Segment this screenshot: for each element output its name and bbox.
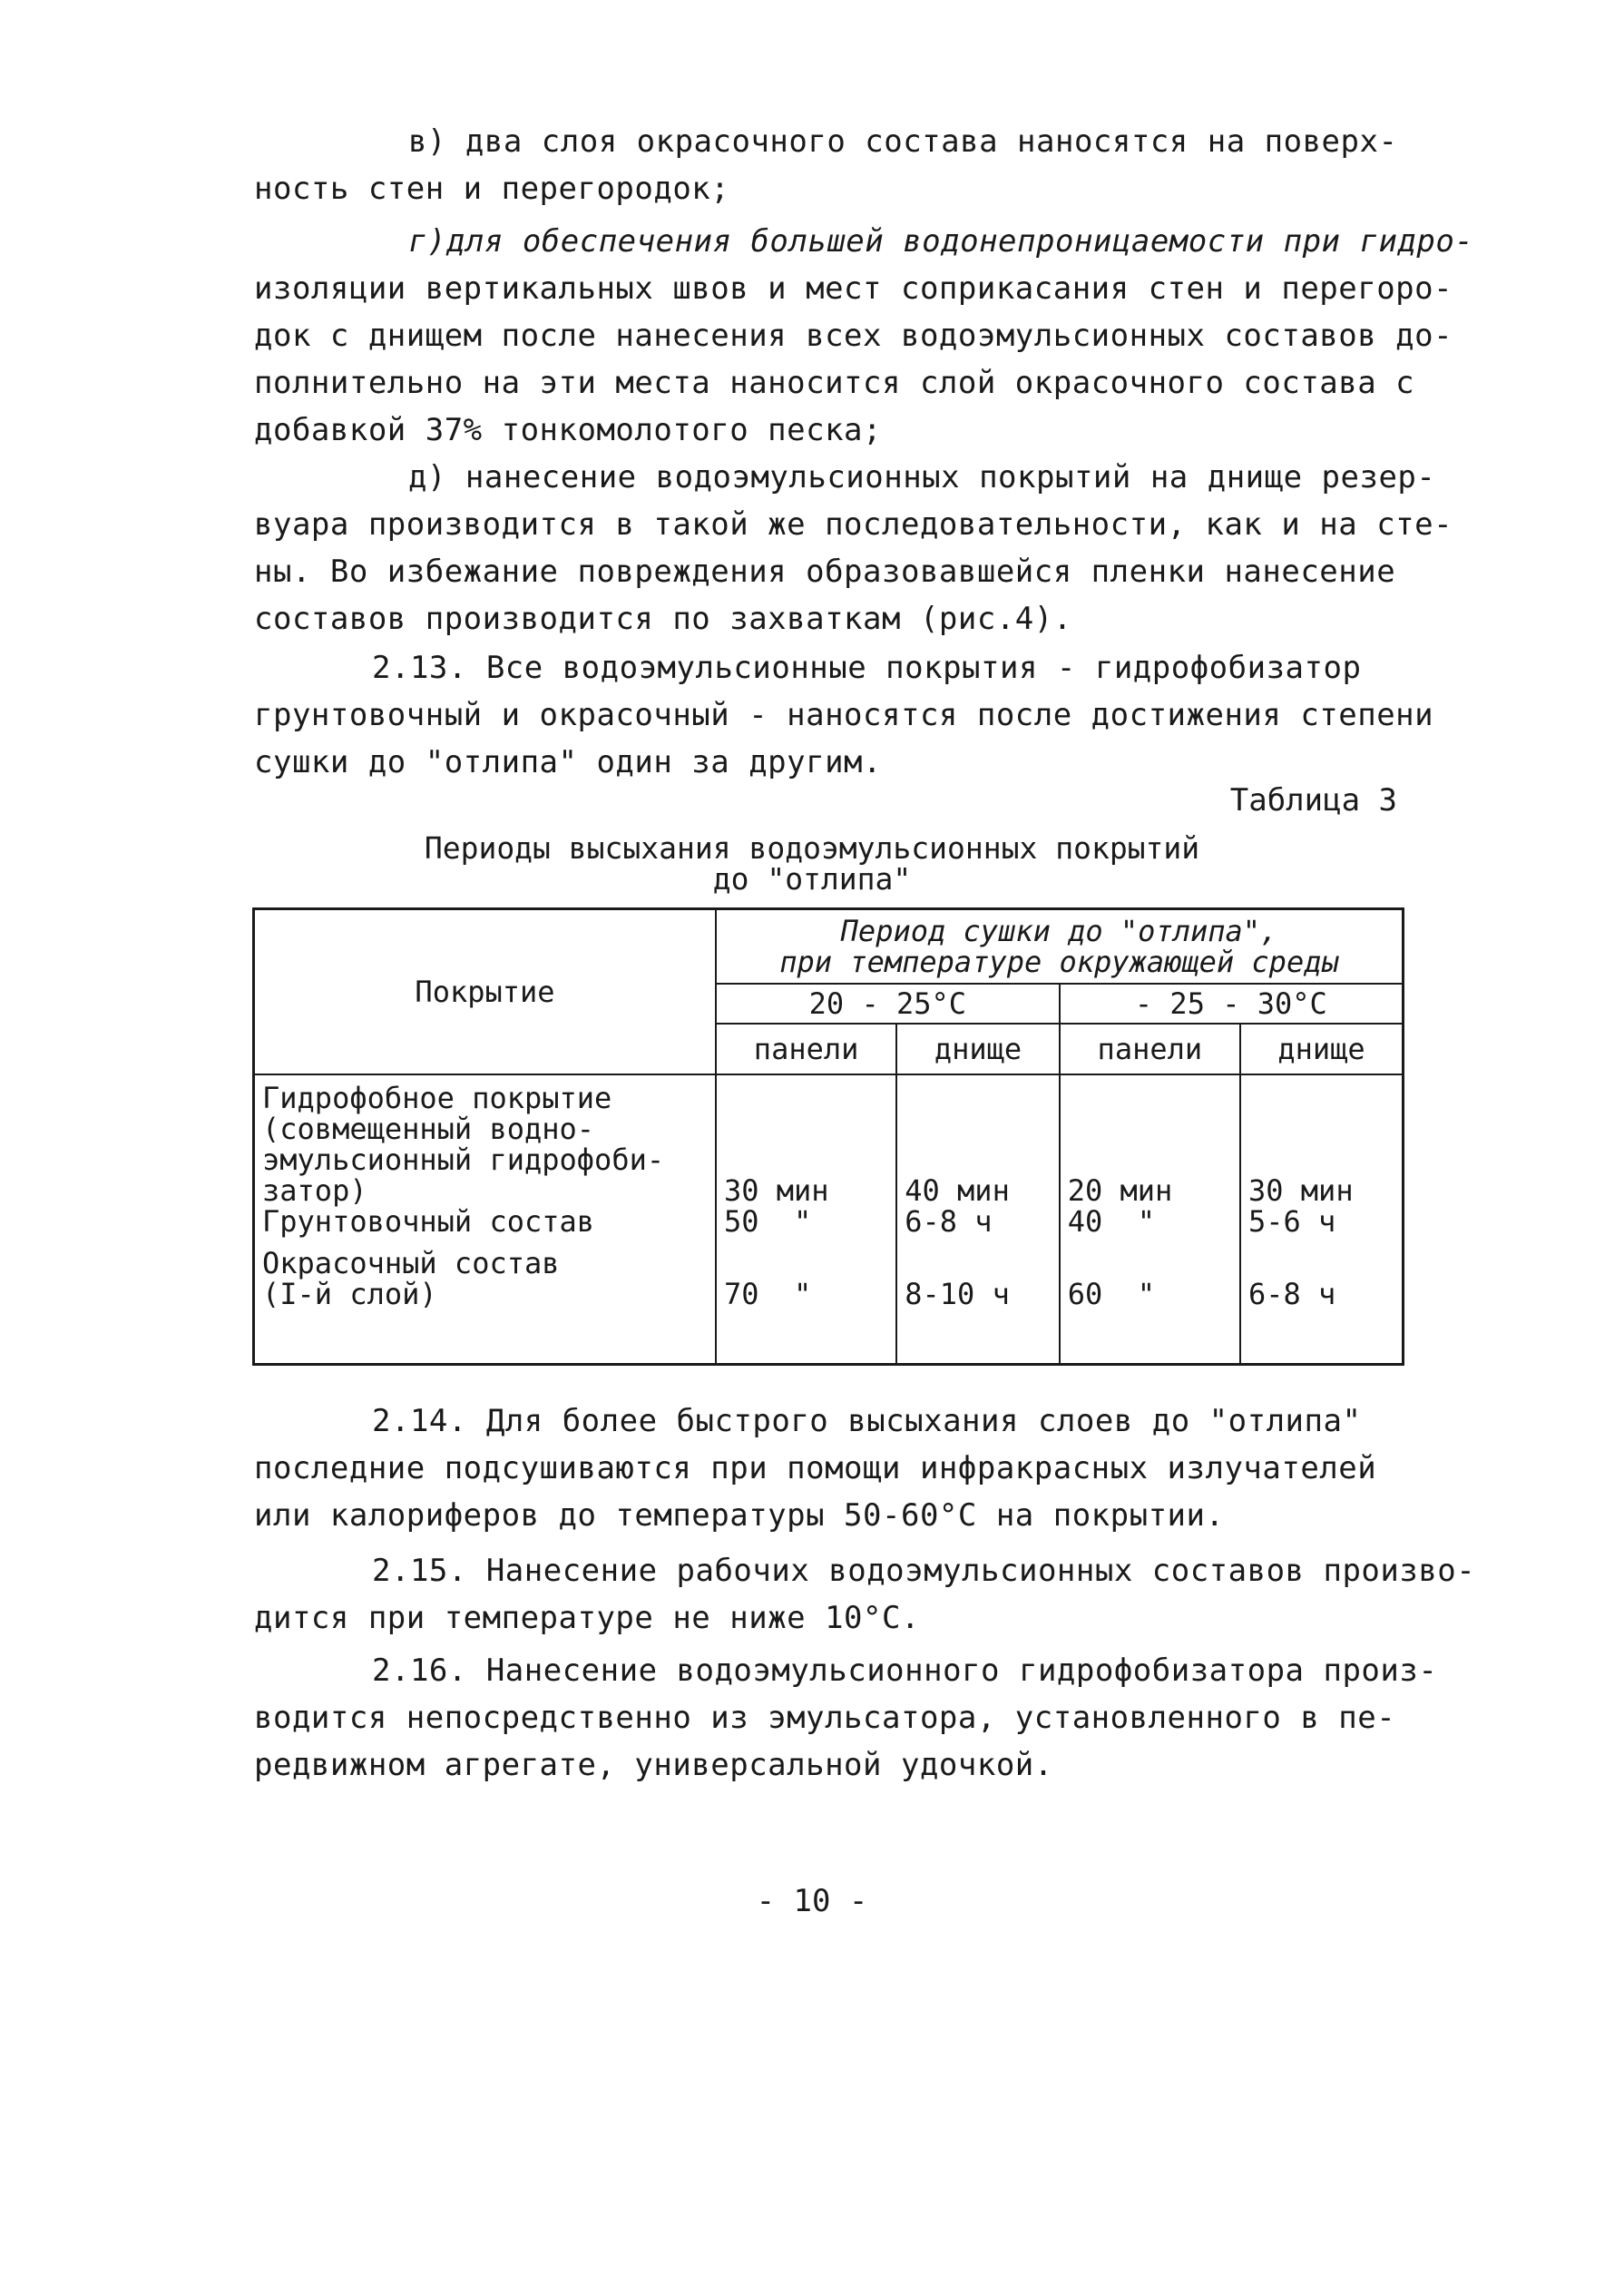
text-line: в) два слоя окрасочного состава наносятся на поверх- <box>408 123 1398 160</box>
table-row <box>254 1074 1404 1365</box>
header-bottom-1: днище <box>896 1024 1059 1074</box>
value-cell <box>716 1074 896 1365</box>
text-line: д) нанесение водоэмульсионных покрытий на днище резер- <box>408 459 1436 495</box>
paragraph-2-15 <box>254 1547 1476 1642</box>
header-cover: Покрытие <box>254 909 716 1074</box>
table-title <box>0 830 1624 897</box>
text-line: изоляции вертикальных швов и мест соприкасания стен и перегоро- <box>254 270 1453 307</box>
value-cell <box>1240 1074 1404 1365</box>
text-line: дится при температуре не ниже 10°С. <box>254 1600 920 1636</box>
value-line: 5-6 ч <box>1247 1203 1336 1239</box>
value-line: 30 мин <box>723 1172 829 1208</box>
table-label: Таблица 3 <box>1229 782 1397 819</box>
cover-name-line: (I-й слой) <box>262 1276 437 1311</box>
header-temp-2: - 25 - 30°С <box>1060 984 1404 1024</box>
value-line: 50 " <box>723 1203 812 1239</box>
text-line: сушки до "отлипа" один за другим. <box>254 744 883 780</box>
value-line: 20 мин <box>1067 1172 1173 1208</box>
paragraph-2-13 <box>254 644 1434 786</box>
text-line: вуара производится в такой же последовательности, как и на сте- <box>254 506 1453 543</box>
value-line: 6-8 ч <box>905 1203 993 1239</box>
value-line: 40 " <box>1067 1203 1156 1239</box>
paragraph-2-16 <box>254 1647 1438 1789</box>
value-line: 6-8 ч <box>1247 1276 1336 1311</box>
text-line: 2.16. Нанесение водоэмульсионного гидрофобизатора произ- <box>372 1652 1438 1689</box>
header-temp-1: 20 - 25°С <box>716 984 1060 1024</box>
value-line: 40 мин <box>905 1172 1010 1208</box>
header-period <box>716 909 1404 984</box>
text-line: г)для обеспечения большей водонепроницаемости при гидро- <box>408 223 1474 260</box>
value-line: 30 мин <box>1247 1172 1354 1208</box>
table-title-line: Периоды высыхания водоэмульсионных покрытий <box>424 830 1200 866</box>
table-title-line: до "отлипа" <box>712 861 912 897</box>
value-line: 60 " <box>1067 1276 1156 1311</box>
text-line: добавкой 37% тонкомолотого песка; <box>254 412 883 448</box>
text-line: полнительно на эти места наносится слой окрасочного состава с <box>254 365 1415 401</box>
header-period-line: Период сушки до "отлипа", <box>840 913 1278 948</box>
paragraph-v <box>254 118 1424 212</box>
value-line: 8-10 ч <box>905 1276 1010 1311</box>
drying-periods-table <box>252 907 1404 1366</box>
text-line: или калориферов до температуры 50-60°С на покрытии. <box>254 1497 1225 1534</box>
text-line: грунтовочный и окрасочный - наносятся после достижения степени <box>254 697 1434 733</box>
cover-name-line: (совмещенный водно- <box>262 1111 595 1146</box>
value-cell <box>896 1074 1059 1365</box>
text-line: 2.14. Для более быстрого высыхания слоев до "отлипа" <box>372 1403 1362 1439</box>
paragraph-2-14 <box>254 1397 1424 1539</box>
cover-name-line: эмульсионный гидрофоби- <box>262 1142 665 1177</box>
cover-name-line: Окрасочный состав <box>262 1245 560 1280</box>
text-line: водится непосредственно из эмульсатора, установленного в пе- <box>254 1700 1396 1736</box>
text-line: последние подсушиваются при помощи инфракрасных излучателей <box>254 1450 1377 1486</box>
header-bottom-2: днище <box>1240 1024 1404 1074</box>
cover-name-line: Гидрофобное покрытие <box>262 1080 612 1115</box>
header-panels-1: панели <box>716 1024 896 1074</box>
header-period-line: при температуре окружающей среды <box>779 944 1339 979</box>
page-number: - 10 - <box>756 1883 868 1919</box>
text-line: ны. Во избежание повреждения образовавшейся пленки нанесение <box>254 554 1396 590</box>
text-line: док с днищем после нанесения всех водоэмульсионных составов до- <box>254 318 1453 354</box>
header-panels-2: панели <box>1060 1024 1240 1074</box>
paragraph-g <box>254 218 1474 454</box>
value-line: 70 " <box>723 1276 812 1311</box>
text-line: составов производится по захваткам (рис.4). <box>254 601 1072 637</box>
cover-name-line: Грунтовочный состав <box>262 1203 595 1239</box>
value-cell <box>1060 1074 1240 1365</box>
paragraph-d <box>254 454 1453 642</box>
text-line: 2.15. Нанесение рабочих водоэмульсионных составов произво- <box>372 1553 1476 1589</box>
cover-name-line: затор) <box>262 1172 367 1208</box>
text-line: редвижном агрегате, универсальной удочкой. <box>254 1747 1053 1783</box>
text-line: 2.13. Все водоэмульсионные покрытия - гидрофобизатор <box>372 650 1362 686</box>
text-line: ность стен и перегородок; <box>254 171 730 207</box>
cover-names-cell <box>254 1074 716 1365</box>
